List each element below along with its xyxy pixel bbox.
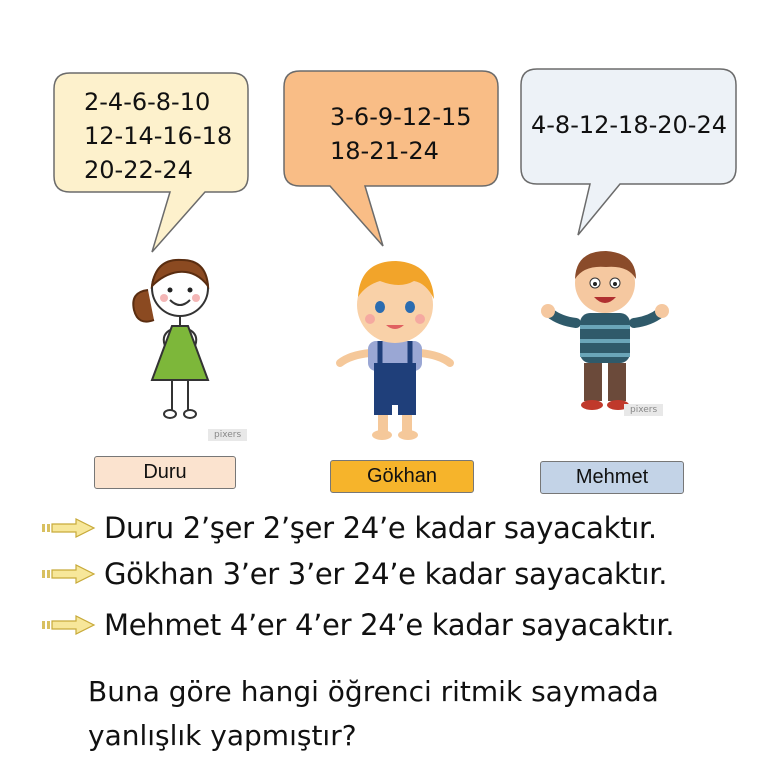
- statement-text: Gökhan 3’er 3’er 24’e kadar sayacaktır.: [104, 557, 668, 591]
- arrow-right-icon: [40, 518, 96, 538]
- statement-row: [40, 603, 674, 647]
- gokhan-bubble-text: [330, 100, 472, 168]
- name-box-duru: Duru: [94, 456, 236, 489]
- duru-bubble-text: [84, 85, 232, 187]
- mehmet-line-1: 4-8-12-18-20-24: [531, 111, 727, 139]
- statement-row: [40, 552, 667, 596]
- arrow-right-icon: [40, 615, 96, 635]
- duru-watermark: pixers: [208, 429, 247, 441]
- gokhan-line-2: 18-21-24: [330, 137, 439, 165]
- mehmet-watermark: pixers: [624, 404, 663, 416]
- gokhan-line-1: 3-6-9-12-15: [330, 103, 472, 131]
- duru-line-3: 20-22-24: [84, 156, 193, 184]
- statement-row: [40, 506, 657, 550]
- name-box-mehmet: Mehmet: [540, 461, 684, 494]
- statement-text: Mehmet 4’er 4’er 24’e kadar sayacaktır.: [104, 608, 675, 642]
- mehmet-illustration: [540, 245, 670, 415]
- question-line-2: yanlışlık yapmıştır?: [88, 719, 357, 752]
- arrow-right-icon: [40, 564, 96, 584]
- gokhan-illustration: [330, 255, 460, 445]
- duru-line-1: 2-4-6-8-10: [84, 88, 211, 116]
- mehmet-bubble-text: [531, 108, 727, 142]
- duru-line-2: 12-14-16-18: [84, 122, 233, 150]
- statement-text: Duru 2’şer 2’şer 24’e kadar sayacaktır.: [104, 511, 657, 545]
- question-line-1: Buna göre hangi öğrenci ritmik saymada: [88, 675, 659, 708]
- mehmet-speech-bubble: [521, 69, 736, 235]
- name-box-gokhan: Gökhan: [330, 460, 474, 493]
- question-text: [88, 670, 659, 758]
- duru-illustration: [120, 252, 240, 427]
